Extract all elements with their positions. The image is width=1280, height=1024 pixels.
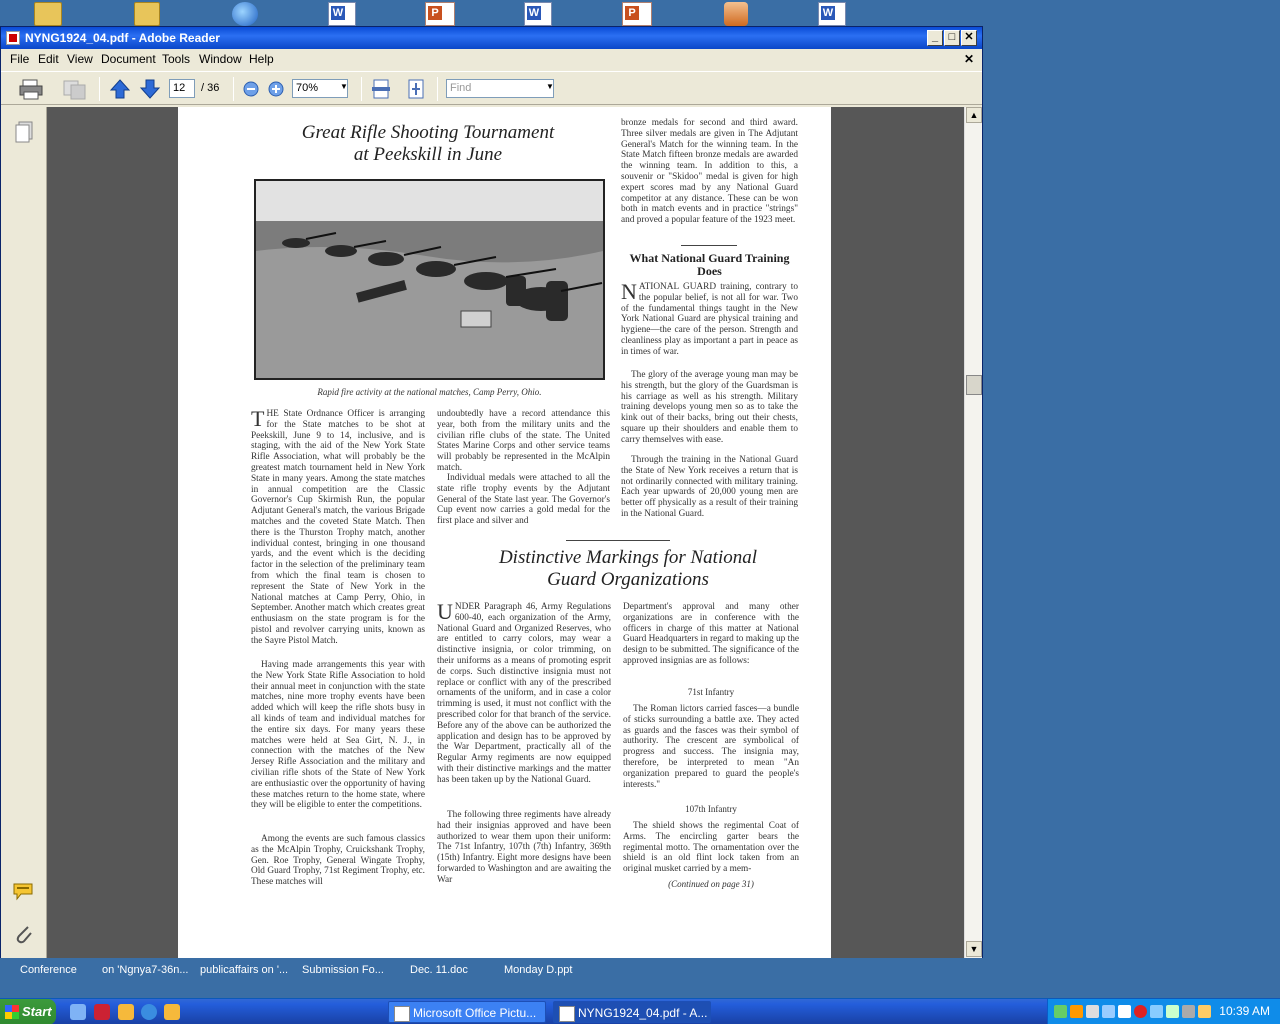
article-column: [623, 704, 799, 792]
article-column: [251, 409, 425, 649]
collaborate-icon[interactable]: [62, 78, 88, 100]
quicklaunch-app-icon[interactable]: [94, 1004, 110, 1020]
article-column: [437, 409, 610, 471]
tray-icon[interactable]: [1134, 1005, 1147, 1018]
article-column: [437, 602, 611, 808]
word-document-icon[interactable]: [328, 2, 356, 26]
internet-explorer-icon[interactable]: [232, 2, 258, 26]
article-column: [437, 810, 611, 890]
article-column: [437, 473, 610, 531]
show-desktop-icon[interactable]: [70, 1004, 86, 1020]
attachments-icon[interactable]: [13, 923, 35, 945]
article-column: [251, 660, 425, 830]
section-heading: 71st Infantry: [687, 687, 735, 697]
toolbar: [1, 71, 982, 105]
fit-width-icon[interactable]: [371, 78, 391, 100]
toolbar-separator: [233, 77, 234, 101]
clock[interactable]: 10:39 AM: [1219, 1004, 1270, 1018]
article-paragraph: Individual medals were attached to all the state rifle trophy events by the Adjutant General of the State last year. The Governor's Cup event now carries a gold medal for the first place and silver and: [437, 473, 610, 527]
document-viewer[interactable]: [47, 107, 965, 958]
subheading: What National Guard Training Does: [629, 251, 790, 278]
article-paragraph: The following three regiments have already had their insignias approved and have been authorized to wear them upon their uniform: The 71st Infantry, 107th (7th) Infantry, 369th (15th) Infantry. Eight more designs have been forwarded to Washington and are awaiting the War: [437, 810, 611, 885]
vertical-scrollbar[interactable]: [964, 107, 982, 958]
zoom-in-icon[interactable]: [268, 81, 284, 103]
drop-cap: T: [251, 409, 265, 431]
pdf-page: [178, 107, 831, 958]
section-heading: 107th Infantry: [685, 804, 737, 814]
desktop-folder-icon[interactable]: [34, 2, 62, 26]
taskbar: [0, 998, 1280, 1024]
close-document-icon[interactable]: ✕: [963, 52, 974, 66]
taskbar-item-adobe-reader[interactable]: NYNG1924_04.pdf - A...: [553, 1001, 711, 1023]
zoom-out-icon[interactable]: [243, 81, 259, 103]
navigation-pane: [1, 107, 47, 958]
tray-icon[interactable]: [1182, 1005, 1195, 1018]
article-column: [251, 834, 425, 890]
pages-icon[interactable]: [14, 121, 34, 143]
article-paragraph: NDER Paragraph 46, Army Regulations 600-40, each organization of the Army, National Guard and Organized Reserves, who are entitled to carry colors, may wear a distinctive insignia, or color trimming, on their uniforms as a means of promoting esprit de corps. Such distinctive insignia must not replace or conflict with any of the prescribed ornaments of the uniform, and in case a color trimming is used, it must not conflict with the prescribed color for that branch of the service. Before any of the above can be authorized the application and design has to be approved by the War Department, practically all of the Regular Army regiments are now equipped with their distinctive markings and the matter has been taken up by the National Guard.: [437, 602, 611, 785]
internet-explorer-icon[interactable]: [141, 1004, 157, 1020]
tray-icon[interactable]: [1118, 1005, 1131, 1018]
desktop-label[interactable]: Submission Fo...: [302, 964, 384, 976]
previous-page-icon[interactable]: [109, 78, 131, 100]
drop-cap: N: [621, 282, 637, 304]
quicklaunch-app-icon[interactable]: [164, 1004, 180, 1020]
menu-view[interactable]: View: [67, 52, 93, 66]
taskbar-item-picture-manager[interactable]: Microsoft Office Pictu...: [388, 1001, 546, 1023]
article-paragraph: Having made arrangements this year with the New York State Rifle Association to hold their annual meet in conjunction with the state matches, nine more trophy events have been added which will keep the rifle shots busy in all kinds of team and individual matches for the entire six days. For many years these matches were held at Sea Girt, N. J., in connection with the matches of the New Jersey Rifle Association and the military and civilian rifle shots of the State of New York are enthusiastic over the opportunity of having these matches return to the home state, where they will be eligible to enter the competitions.: [251, 660, 425, 811]
tray-icon[interactable]: [1150, 1005, 1163, 1018]
article-column: [623, 821, 799, 875]
tray-icon[interactable]: [1054, 1005, 1067, 1018]
next-page-icon[interactable]: [139, 78, 161, 100]
divider: [566, 540, 670, 541]
powerpoint-document-icon[interactable]: [425, 2, 455, 26]
menu-help[interactable]: Help: [249, 52, 274, 66]
desktop-folder-icon[interactable]: [134, 2, 160, 26]
close-button[interactable]: ✕: [961, 30, 977, 46]
menu-bar: [1, 49, 982, 69]
image-file-icon[interactable]: [724, 2, 748, 26]
tray-icon[interactable]: [1070, 1005, 1083, 1018]
article-paragraph: Through the training in the National Guard the State of New York receives a return that is not ordinarily connected with military training. Each year upwards of 20,000 young men are better off physically as a result of their training in the National Guard.: [621, 455, 798, 519]
fit-page-icon[interactable]: [406, 78, 426, 100]
menu-edit[interactable]: Edit: [38, 52, 59, 66]
article-paragraph: The shield shows the regimental Coat of Arms. The encircling garter bears the regimental motto. The ornamentation over the shield is an old flint lock taken from an original musket carried by a mem-: [623, 821, 799, 875]
toolbar-separator: [99, 77, 100, 101]
article-paragraph: HE State Ordnance Officer is arranging for the State matches to be shot at Peekskill, June 9 to 14, inclusive, and is staging, with the aid of the New York State Rifle Association, what will probably be the greatest match tournament held in New York State in many years. Among the state matches in annual competition are the Classic Governor's Cup Skirmish Run, the popular Adjutant General's match, the various Brigade matches and the coveted State Match. Then there is the Thurston Trophy match, another individual contest, bringing in one thousand yards, and the event which is the deciding factor in the selection of the preliminary team from which the final team is chosen to represent the State of New York in the National matches at Camp Perry, Ohio, in September. Another match which creates great enthusiasm on the state program is for the pistol and revolver carrying units, known as the Sayre Pistol Match.: [251, 409, 425, 646]
zoom-level-select[interactable]: 70%: [292, 79, 348, 98]
article-paragraph: Department's approval and many other organizations are in conference with the officers in charge of this matter at National Guard Headquarters in regard to making up the design to be submitted. The significance of the approved insignias are as follows:: [623, 602, 799, 666]
page-number-input[interactable]: 12: [169, 79, 195, 98]
headline-2-line-1: Distinctive Markings for National: [498, 547, 758, 568]
title-bar[interactable]: [1, 27, 982, 49]
article-paragraph: ATIONAL GUARD training, contrary to the popular belief, is not all for war. Two of the fundamental things taught in the New York National Guard are physical training and hygiene—the care of the person. Strength and cleanliness play as important a part in peace as in times of war.: [621, 282, 798, 357]
scroll-down-icon[interactable]: ▼: [966, 941, 982, 957]
adobe-reader-icon: [6, 31, 20, 45]
menu-document[interactable]: Document: [101, 52, 156, 66]
system-tray: [1047, 999, 1280, 1024]
menu-window[interactable]: Window: [199, 52, 242, 66]
find-input[interactable]: Find: [446, 79, 554, 98]
scroll-up-icon[interactable]: ▲: [966, 107, 982, 123]
desktop-icon-labels: [0, 960, 1280, 982]
network-icon[interactable]: [1102, 1005, 1115, 1018]
chevron-down-icon[interactable]: ▼: [340, 82, 348, 91]
print-icon[interactable]: [19, 78, 43, 100]
article-paragraph: bronze medals for second and third award. Three silver medals are given in The Adjutant General's Match for the winning team. In the State Match fifteen bronze medals are awarded the winning team. In addition to this, a souvenir or "Skidoo" medal is given for high expert scores mad by any National Guard competitor at any distance. These can be won both in match events and in practice "strings" and proved a popular feature of the 1923 meet.: [621, 118, 798, 226]
maximize-button[interactable]: □: [944, 30, 960, 46]
menu-tools[interactable]: Tools: [162, 52, 191, 66]
desktop-label[interactable]: Conference: [20, 964, 77, 976]
article-column: [621, 282, 798, 370]
headline-line-2: at Peekskill in June: [353, 144, 503, 165]
toolbar-separator: [437, 77, 438, 101]
desktop-label[interactable]: on 'Ngnya7-36n...: [102, 964, 189, 976]
article-paragraph: undoubtedly have a record attendance this year, both from the military units and the civilian rifle clubs of the state. The United States Marine Corps and other service teams will probably be represented in the McAlpin match.: [437, 409, 610, 471]
quicklaunch-app-icon[interactable]: [118, 1004, 134, 1020]
scrollbar-thumb[interactable]: [966, 375, 982, 395]
article-column: [621, 455, 798, 529]
window-title: NYNG1924_04.pdf - Adobe Reader: [25, 31, 220, 45]
minimize-button[interactable]: _: [927, 30, 943, 46]
comments-icon[interactable]: [12, 881, 36, 903]
toolbar-separator: [361, 77, 362, 101]
powerpoint-document-icon[interactable]: [622, 2, 652, 26]
word-document-icon[interactable]: [524, 2, 552, 26]
adobe-reader-window: [0, 26, 983, 958]
rifle-match-photo: [254, 179, 605, 380]
article-paragraph: The glory of the average young man may be his strength, but the glory of the Guardsman is his carriage as well as his strength. Military training develops young men so as to take the kink out of their backs, bring out their chests, square up their shoulders and enable them to carry themselves with ease.: [621, 370, 798, 445]
photo-caption: Rapid fire activity at the national matches, Camp Perry, Ohio.: [317, 387, 542, 397]
page-total-label: / 36: [201, 82, 220, 94]
drop-cap: U: [437, 602, 453, 624]
headline-2-line-2: Guard Organizations: [547, 569, 709, 590]
article-column: [621, 118, 798, 240]
tray-icon[interactable]: [1166, 1005, 1179, 1018]
chevron-down-icon[interactable]: ▼: [546, 82, 554, 91]
desktop-label[interactable]: Dec. 11.doc: [410, 964, 468, 976]
tray-icon[interactable]: [1198, 1005, 1211, 1018]
desktop-label[interactable]: publicaffairs on '...: [200, 964, 289, 976]
article-column: [623, 602, 799, 676]
headline-line-1: Great Rifle Shooting Tournament: [301, 122, 555, 143]
article-paragraph: The Roman lictors carried fasces—a bundle of sticks surrounding a battle axe. They acted as guards and the fasces was their symbol of authority. The crescent are symbolical of progress and success. The insignia may, therefore, be interpreted to mean "An organization prepared to guard the people's interests.": [623, 704, 799, 790]
menu-file[interactable]: File: [10, 52, 30, 66]
desktop-label[interactable]: Monday D.ppt: [504, 964, 573, 976]
article-paragraph: Among the events are such famous classics as the McAlpin Trophy, Cruickshank Trophy, Gen. Roe Trophy, General Wingate Trophy, Old Guard Trophy, 71st Regiment Trophy, etc. These matches will: [251, 834, 425, 888]
divider: [681, 245, 737, 246]
start-button[interactable]: Start: [0, 999, 56, 1024]
tray-icon[interactable]: [1086, 1005, 1099, 1018]
photo-scene: [256, 181, 603, 378]
continued-note: (Continued on page 31): [668, 879, 754, 889]
article-column: [621, 370, 798, 454]
word-document-icon[interactable]: [818, 2, 846, 26]
